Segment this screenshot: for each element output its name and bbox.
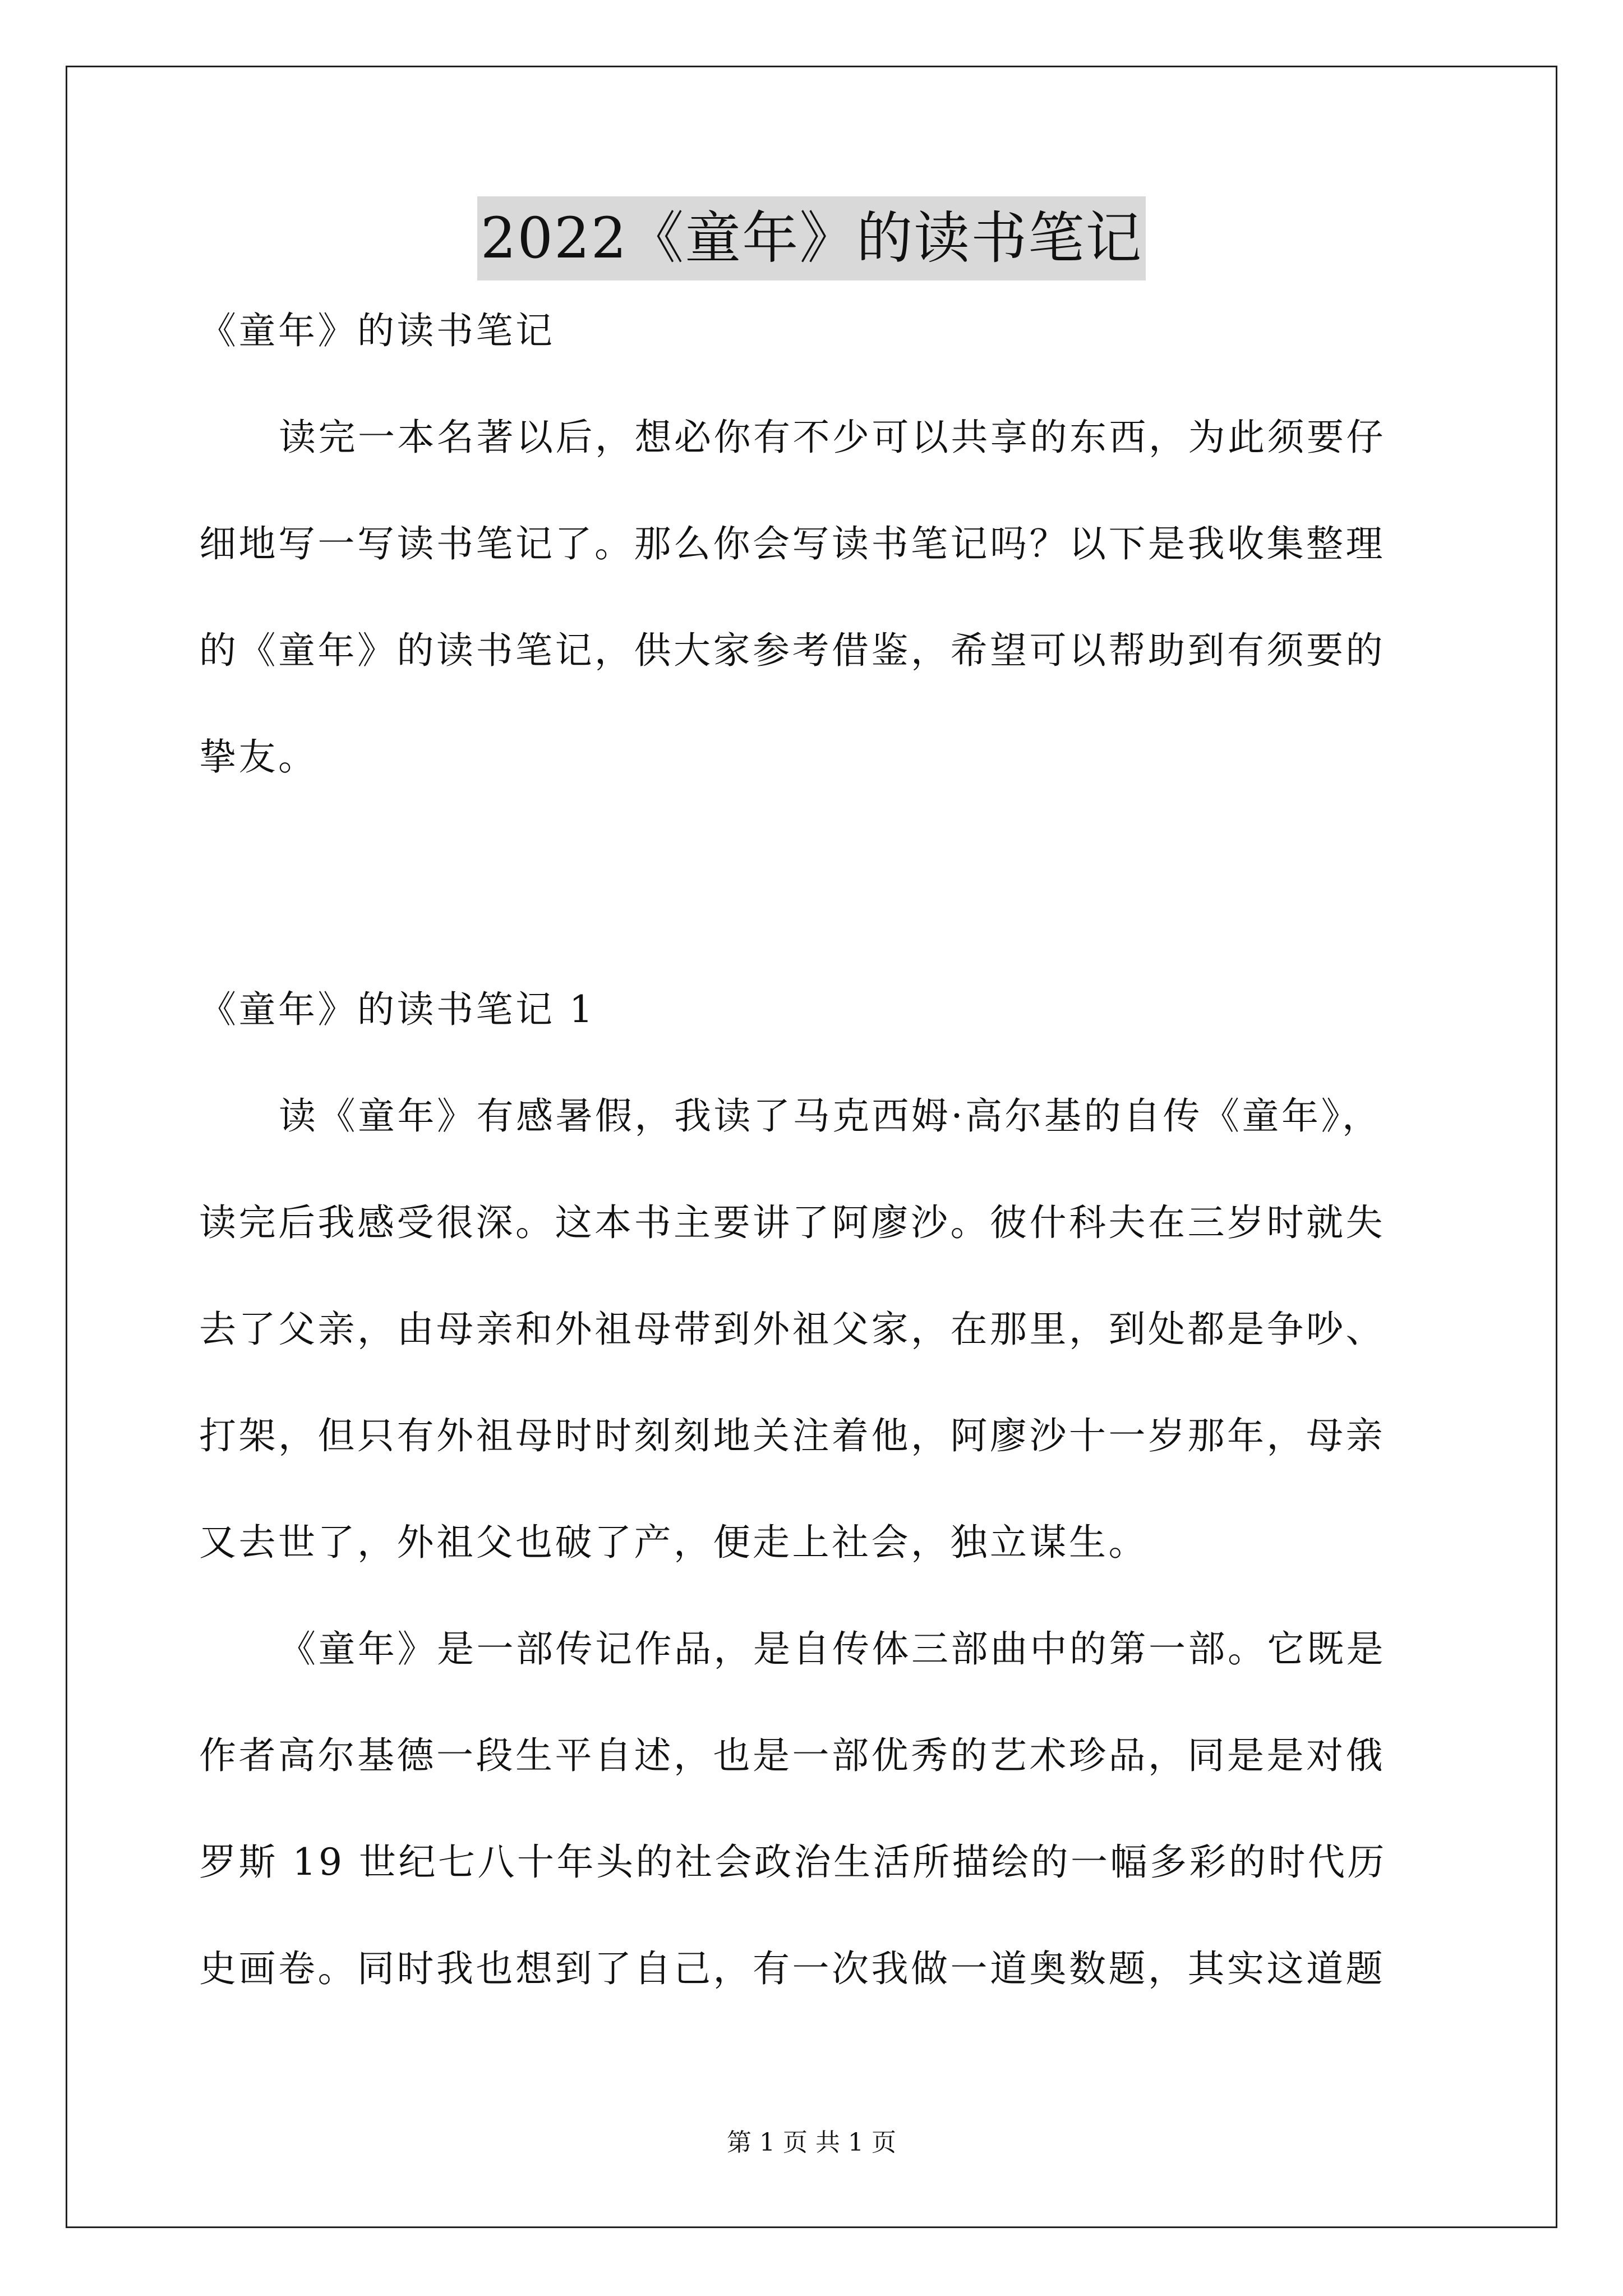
section1-para2-line-2: 作者高尔基德一段生平自述，也是一部优秀的艺术珍品，同是是对俄 [199, 1734, 1385, 1777]
page-footer: 第 1 页 共 1 页 [727, 2128, 896, 2157]
section1-para1-line-3: 去了父亲，由母亲和外祖母带到外祖父家，在那里，到处都是争吵、 [199, 1308, 1385, 1351]
intro-line-1: 读完一本名著以后，想必你有不少可以共享的东西，为此须要仔 [279, 416, 1386, 459]
section1-para2-line-4: 史画卷。同时我也想到了自己，有一次我做一道奥数题，其实这道题 [199, 1947, 1385, 1990]
section1-para1-line-4: 打架，但只有外祖母时时刻刻地关注着他，阿廖沙十一岁那年，母亲 [199, 1414, 1385, 1457]
intro-line-4: 挚友。 [199, 735, 318, 779]
section1-para1-line-5: 又去世了，外祖父也破了产，便走上社会，独立谋生。 [199, 1521, 1148, 1564]
section1-para1-line-2: 读完后我感受很深。这本书主要讲了阿廖沙。彼什科夫在三岁时就失 [199, 1201, 1385, 1244]
section1-para2-line-1: 《童年》是一部传记作品，是自传体三部曲中的第一部。它既是 [279, 1627, 1386, 1671]
document-title: 2022《童年》的读书笔记 [477, 196, 1146, 280]
intro-line-2: 细地写一写读书笔记了。那么你会写读书笔记吗？以下是我收集整理 [199, 522, 1385, 565]
section1-para2-line-3: 罗斯 19 世纪七八十年头的社会政治生活所描绘的一幅多彩的时代历 [199, 1841, 1387, 1884]
page-border [66, 66, 1557, 2228]
title-wrap [0, 196, 1623, 280]
section1-heading: 《童年》的读书笔记 1 [199, 988, 596, 1031]
intro-line-3: 的《童年》的读书笔记，供大家参考借鉴，希望可以帮助到有须要的 [199, 629, 1385, 672]
section1-para1-line-1: 读《童年》有感暑假，我读了马克西姆·高尔基的自传《童年》， [279, 1094, 1382, 1138]
subtitle: 《童年》的读书笔记 [199, 309, 555, 352]
